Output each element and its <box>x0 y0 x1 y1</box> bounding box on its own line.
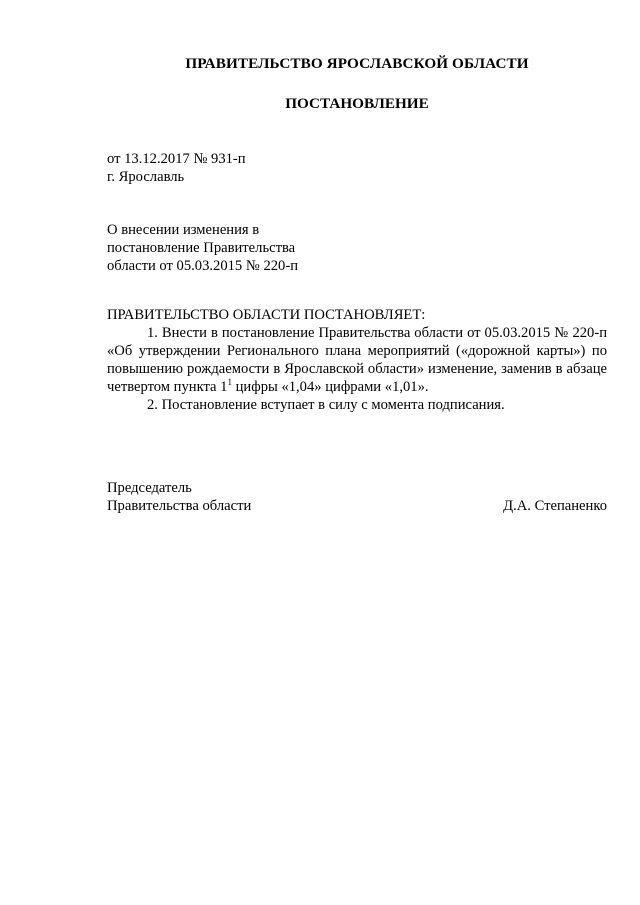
document-meta <box>107 150 246 186</box>
signature-block <box>107 479 607 515</box>
subject-line-1: О внесении изменения в <box>107 222 260 238</box>
decree-item-1 <box>107 324 607 396</box>
subject-line-3: области от 05.03.2015 № 220-п <box>107 258 299 274</box>
signatory-title-line-2: Правительства области <box>107 498 252 514</box>
item1-text-a: 1. Внести в постановление Правительства области от 05.03.2015 № 220-п «Об утверждении Регионального плана мероприятий («дорожной карты») по повышению рождаемости в Ярославской области» изменение, заменив в абзаце четвертом пункта 1 <box>107 325 607 395</box>
signatory-name: Д.А. Степаненко <box>503 498 607 514</box>
signatory-title-line-1: Председатель <box>107 480 192 496</box>
subject-line-2: постановление Правительства <box>107 240 296 256</box>
document-type: ПОСТАНОВЛЕНИЕ <box>285 95 429 112</box>
decree-body <box>107 324 607 414</box>
item1-text-b: цифры «1,04» цифрами «1,01». <box>231 379 429 395</box>
date-number: от 13.12.2017 № 931-п <box>107 151 246 167</box>
signatory-title-line-2-row <box>107 497 607 515</box>
government-title: ПРАВИТЕЛЬСТВО ЯРОСЛАВСКОЙ ОБЛАСТИ <box>185 55 529 72</box>
city: г. Ярославль <box>107 169 185 185</box>
item1-superscript: 1 <box>227 377 232 388</box>
document-subject <box>107 221 298 275</box>
decree-heading: ПРАВИТЕЛЬСТВО ОБЛАСТИ ПОСТАНОВЛЯЕТ: <box>107 307 426 323</box>
decree-item-2: 2. Постановление вступает в силу с момента подписания. <box>147 397 505 413</box>
